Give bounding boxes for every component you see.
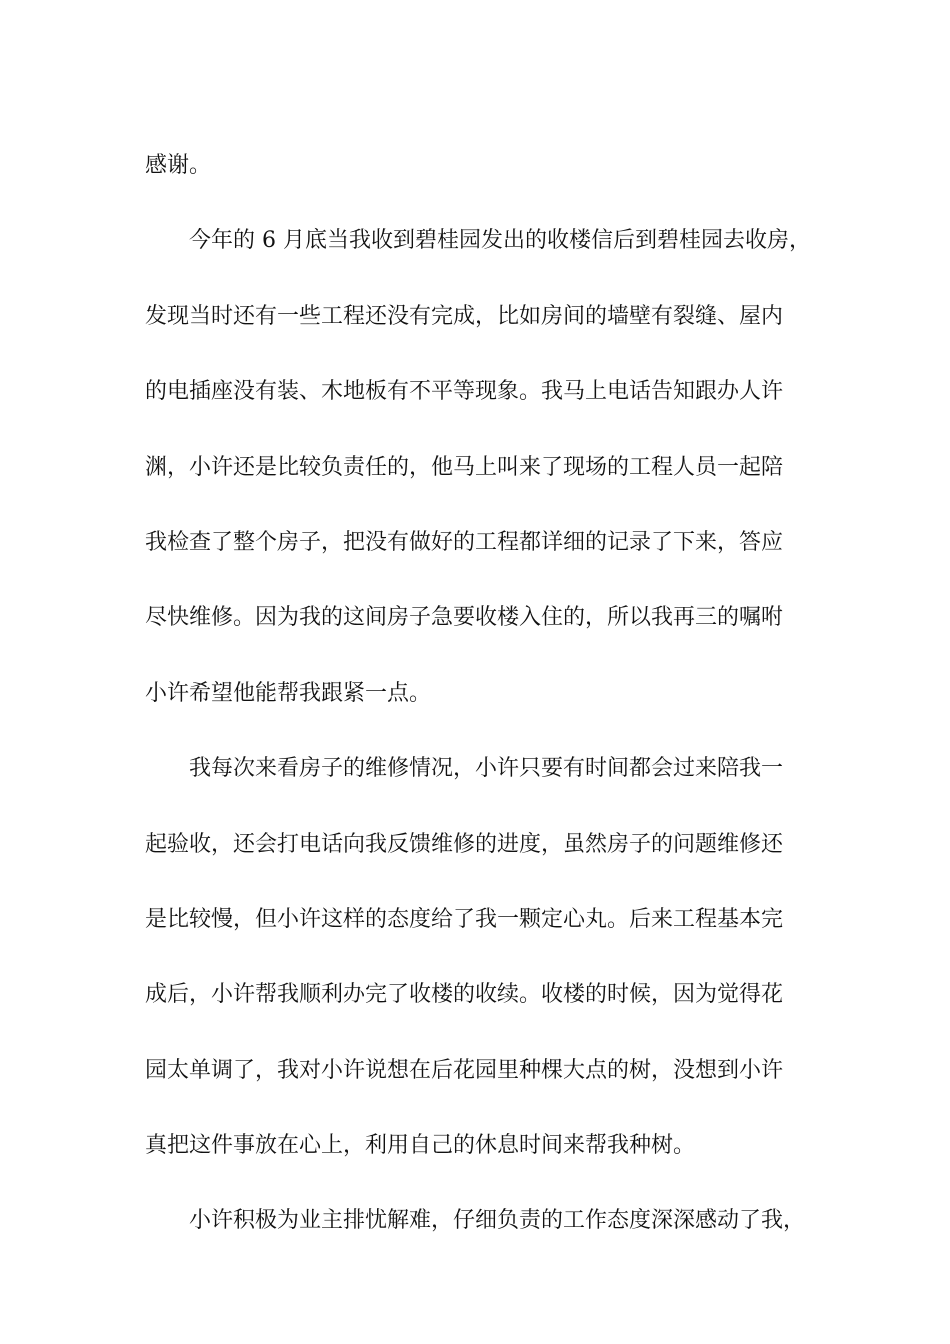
text-line: 感谢。 [145, 153, 212, 178]
text-line: 我检查了整个房子，把没有做好的工程都详细的记录了下来，答应 [145, 529, 784, 555]
paragraph-start-line: 今年的 6 月底当我收到碧桂园发出的收楼信后到碧桂园去收房， [189, 228, 811, 254]
text-line: 发现当时还有一些工程还没有完成，比如房间的墙壁有裂缝、屋内 [145, 303, 784, 329]
text-line: 是比较慢，但小许这样的态度给了我一颗定心丸。后来工程基本完 [145, 906, 784, 932]
text-line: 渊，小许还是比较负责任的，他马上叫来了现场的工程人员一起陪 [145, 454, 784, 480]
text-line: 小许希望他能帮我跟紧一点。 [145, 680, 432, 706]
paragraph-start-line: 我每次来看房子的维修情况，小许只要有时间都会过来陪我一 [189, 756, 784, 782]
text-line: 成后，小许帮我顺利办完了收楼的收续。收楼的时候，因为觉得花 [145, 982, 784, 1008]
paragraph-start-line: 小许积极为业主排忧解难，仔细负责的工作态度深深感动了我， [189, 1208, 806, 1234]
text-line: 尽快维修。因为我的这间房子急要收楼入住的，所以我再三的嘱咐 [145, 605, 784, 631]
text-line: 起验收，还会打电话向我反馈维修的进度，虽然房子的问题维修还 [145, 831, 784, 857]
text-line: 园太单调了，我对小许说想在后花园里种棵大点的树，没想到小许 [145, 1057, 784, 1083]
text-line: 真把这件事放在心上，利用自己的休息时间来帮我种树。 [145, 1133, 696, 1159]
document-body [145, 128, 835, 1259]
text-line: 的电插座没有装、木地板有不平等现象。我马上电话告知跟办人许 [145, 379, 784, 405]
